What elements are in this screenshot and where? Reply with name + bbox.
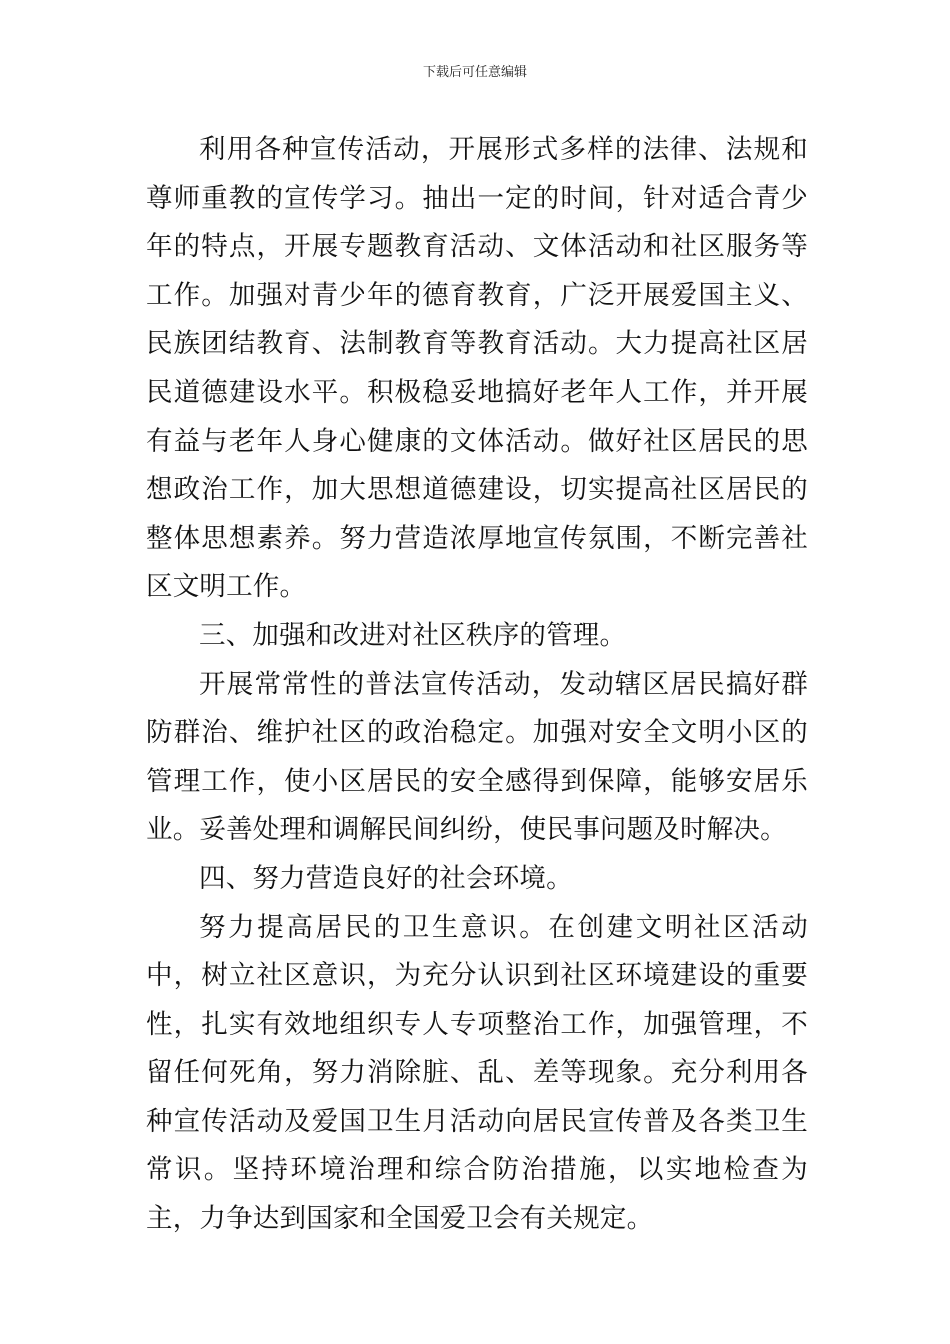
page-header: 下载后可任意编辑 (422, 65, 527, 80)
section-heading-order-management: 三、加强和改进对社区秩序的管理。 (199, 619, 627, 651)
document-body (146, 126, 808, 1244)
section-heading-social-environment: 四、努力营造良好的社会环境。 (199, 862, 573, 894)
paragraph-order-management: 开展常常性的普法宣传活动，发动辖区居民搞好群防群治、维护社区的政治稳定。加强对安全文明小区的管理工作，使小区居民的安全感得到保障，能够安居乐业。妥善处理和调解民间纠纷，使民事问题及时解决。 (146, 668, 808, 846)
paragraph-community-education: 利用各种宣传活动，开展形式多样的法律、法规和尊师重教的宣传学习。抽出一定的时间，针对适合青少年的特点，开展专题教育活动、文体活动和社区服务等工作。加强对青少年的德育教育，广泛开展爱国主义、民族团结教育、法制教育等教育活动。大力提高社区居民道德建设水平。积极稳妥地搞好老年人工作，并开展有益与老年人身心健康的文体活动。做好社区居民的思想政治工作，加大思想道德建设，切实提高社区居民的整体思想素养。努力营造浓厚地宣传氛围，不断完善社区文明工作。 (146, 134, 808, 603)
paragraph-social-environment: 努力提高居民的卫生意识。在创建文明社区活动中，树立社区意识，为充分认识到社区环境建设的重要性，扎实有效地组织专人专项整治工作，加强管理，不留任何死角，努力消除脏、乱、差等现象。充分利用各种宣传活动及爱国卫生月活动向居民宣传普及各类卫生常识。坚持环境治理和综合防治措施，以实地检查为主，力争达到国家和全国爱卫会有关规定。 (146, 911, 808, 1235)
